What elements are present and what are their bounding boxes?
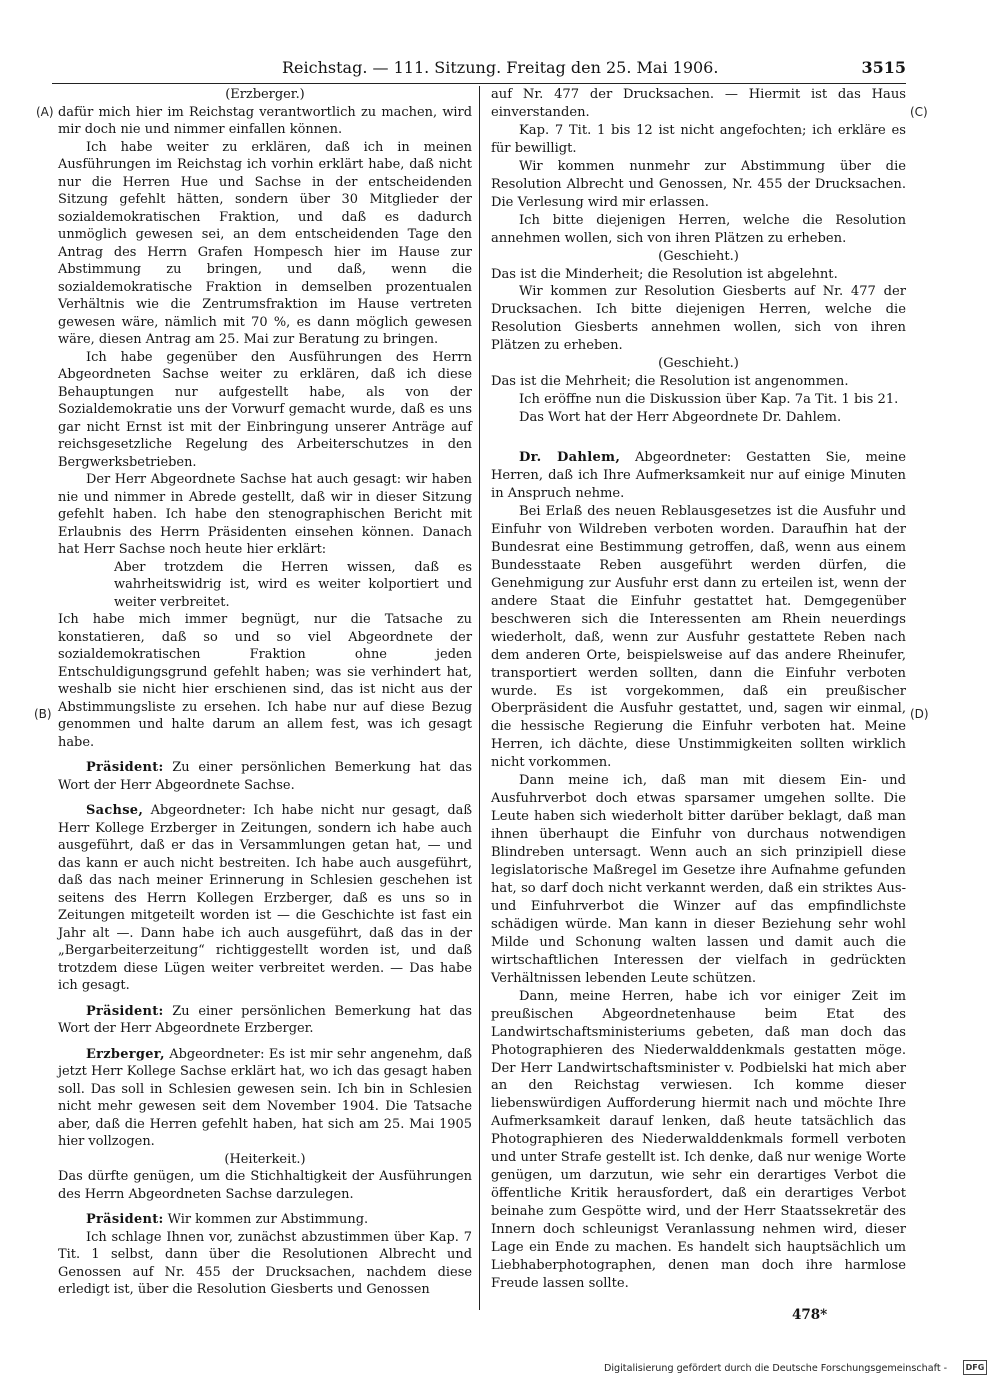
speaker-text: Zu einer persönlichen Bemerkung hat das Wort der Herr Abgeordnete Sachse. (58, 760, 472, 793)
paragraph: Ich habe mich immer begnügt, nur die Tatsache zu konstatieren, daß so und so viel Abgeordnete der sozialdemokratischen Fraktion ohne jeden Entschuldigungsgrund gefehlt haben; was sie verhindert hat, weshalb sie nicht hier erschienen sind, das ist nicht aus der Abstimmungsliste zu ersehen. Ich habe nur auf diese Bezug genommen und halte darum an allem fest, was ich gesagt habe. (58, 612, 472, 750)
running-header (52, 56, 906, 80)
paragraph: auf Nr. 477 der Drucksachen. — Hiermit ist das Haus einverstanden. (491, 87, 906, 120)
paragraph: Ich habe gegenüber den Ausführungen des Herrn Abgeordneten Sachse weiter zu erklären, daß ich diese Behauptungen nur aufgestellt habe, als von der Sozialdemokratie uns der Vorwurf gemacht wurde, daß es uns gar nicht Ernst ist mit der Einbringung unserer Anträge auf reichsgesetzliche Regelung des Arbeiterschutzes in den Bergwerksbetrieben. (58, 349, 472, 470)
speaker-paragraph (58, 1211, 472, 1229)
speaker-name: Präsident: (86, 760, 164, 775)
block-quote: Aber trotzdem die Herren wissen, daß es wahrheitswidrig ist, wird es weiter kolportiert und weiter verbreitet. (114, 559, 472, 610)
speaker-paragraph (58, 802, 472, 995)
paragraph: Ich habe weiter zu erklären, daß ich in meinen Ausführungen im Reichstag ich vorhin erklärt habe, daß nicht nur die Herren Hue und Sachse in der entscheidenden Sitzung gefehlt hätten, sondern über 30 Mitglieder der sozialdemokratischen Fraktion, und daß es dadurch unmöglich gewesen sei, an dem entscheidenden Tage den Antrag des Herrn Grafen Hompesch hier im Hause zur Abstimmung zu bringen, und daß, wenn die sozialdemokratische Fraktion in demselben prozentualen Verhältnis wie die Zentrumsfraktion im Hause vertreten gewesen wäre, nämlich mit 70 %, es dann möglich gewesen wäre, diesen Antrag am 25. Mai zur Beratung zu bringen. (58, 139, 472, 347)
speaker-name: Dr. Dahlem, (519, 450, 621, 466)
paragraph: Dann, meine Herren, habe ich vor einiger Zeit im preußischen Abgeordnetenhause beim Etat des Landwirtschaftsministeriums gebeten, daß man doch das Photographieren des Niederwalddenkmals gestatten möge. Der Herr Landwirtschaftsminister v. Podbielski hat mich aber an den Reichstag verwiesen. Ich komme dieser liebenswürdigen Aufforderung hiermit nach und möchte Ihre Aufmerksamkeit darauf lenken, daß heute tatsächlich das Photographieren des Niederwalddenkmals formell verboten und unter Strafe gestellt ist. Ich denke, daß nur wenige Worte genügen, um darzutun, wie sehr ein derartiges Verbot die öffentliche Kritik herausfordert, daß ein derartiges Verbot beinahe zum Gespötte wird, und der Herr Staatssekretär des Innern doch schleunigst Veranlassung nehmen wird, dieser Lage ein Ende zu machen. Es handelt sich hauptsächlich um Liebhaberphotographen, denen man doch ihre harmlose Freude lassen sollte. (491, 988, 906, 1291)
stage-direction: (Geschieht.) (658, 248, 739, 264)
margin-marker-c: (C) (910, 105, 928, 119)
paragraph: Ich schlage Ihnen vor, zunächst abzustimmen über Kap. 7 Tit. 1 selbst, dann über die Resolutionen Albrecht und Genossen auf Nr. 455 der Drucksachen, nachdem diese erledigt ist, über die Resolution Giesberts und Genossen (58, 1229, 472, 1297)
paragraph: Ich bitte diejenigen Herren, welche die Resolution annehmen wollen, sich von ihren Plätzen zu erheben. (491, 212, 906, 246)
paragraph: Das ist die Mehrheit; die Resolution ist angenommen. (491, 374, 849, 390)
speaker-name: Sachse, (86, 803, 144, 818)
speaker-paragraph (58, 1046, 472, 1151)
speaker-paragraph (58, 759, 472, 794)
right-column (491, 86, 906, 1293)
margin-marker-a: (A) (36, 105, 54, 119)
paragraph: Wir kommen nunmehr zur Abstimmung über die Resolution Albrecht und Genossen, Nr. 455 der Drucksachen. Die Verlesung wird mir erlassen. (491, 158, 906, 210)
header-title: Reichstag. — 111. Sitzung. Freitag den 25. Mai 1906. (282, 58, 719, 77)
margin-marker-d: (D) (910, 707, 929, 721)
stage-direction: (Heiterkeit.) (224, 1151, 306, 1167)
digitization-credit: Digitalisierung gefördert durch die Deutsche Forschungsgemeinschaft - (604, 1363, 948, 1374)
paragraph: Kap. 7 Tit. 1 bis 12 ist nicht angefochten; ich erkläre es für bewilligt. (491, 122, 906, 156)
speaker-text: Abgeordneter: Gestatten Sie, meine Herren, daß ich Ihre Aufmerksamkeit nur auf einige Minuten in Anspruch nehme. (491, 450, 907, 502)
left-column (58, 86, 472, 1299)
paragraph: Wir kommen zur Resolution Giesberts auf Nr. 477 der Drucksachen. Ich bitte diejenigen Herren, welche die Resolution Giesberts annehmen wollen, sich von ihren Plätzen zu erheben. (491, 284, 906, 354)
dfg-logo: DFG (963, 1360, 987, 1375)
paragraph: Der Herr Abgeordnete Sachse hat auch gesagt: wir haben nie und nimmer in Abrede gestellt, daß wir in dieser Sitzung gefehlt haben. Ich habe den stenographischen Bericht mit Erlaubnis des Herrn Präsidenten einsehen können. Danach hat Herr Sachse noch heute hier erklärt: (58, 472, 472, 557)
signature-mark: 478* (792, 1307, 828, 1323)
speaker-text: Wir kommen zur Abstimmung. (163, 1212, 369, 1227)
paragraph: Das dürfte genügen, um die Stichhaltigkeit der Ausführungen des Herrn Abgeordneten Sachse darzulegen. (58, 1169, 472, 1202)
speaker-text: Abgeordneter: Es ist mir sehr angenehm, daß jetzt Herr Kollege Sachse erklärt hat, wo ich das gesagt haben soll. Das soll in Schlesien gewesen sein. Ich bin in Schlesien nicht mehr gewesen seit dem November 1904. Die Tatsache aber, daß die Herren gefehlt haben, hat sich am 25. Mai 1905 hier vollzogen. (58, 1046, 472, 1149)
header-rule (52, 83, 906, 84)
speaker-name: Präsident: (86, 1212, 164, 1227)
stage-direction: (Erzberger.) (225, 87, 305, 102)
paragraph: Bei Erlaß des neuen Reblausgesetzes ist die Ausfuhr und Einfuhr von Wildreben verboten worden. Daraufhin hat der Bundesrat eine Bestimmung getroffen, daß, wenn aus einem Bundesstaate Reben ausgeführt werden dürfen, die Genehmigung zur Ausfuhr erst dann zu erteilen ist, wenn der andere Staat die Einfuhr gestattet hat. Demgegenüber beschweren sich die Interessenten am Rhein neuerdings wiederholt, daß, wenn zur Ausfuhr gestattete Reben nach dem anderen Orte, beispielsweise auf das andere Rheinufer, transportiert werden sollten, dann die Einfuhr verboten wurde. Es ist vorgekommen, daß ein preußischer Oberpräsident die Ausfuhr gestattet, und, sagen wir einmal, die hessische Regierung die Einfuhr verboten hat. Meine Herren, ich dächte, diese Unstimmigkeiten sollten wirklich nicht vorkommen. (491, 503, 906, 771)
stage-direction: (Geschieht.) (658, 356, 739, 372)
speaker-name: Erzberger, (86, 1046, 165, 1062)
margin-marker-b: (B) (34, 707, 52, 721)
speaker-paragraph (491, 449, 906, 503)
speaker-paragraph (58, 1003, 472, 1038)
paragraph-gap (491, 427, 906, 441)
speaker-text: Zu einer persönlichen Bemerkung hat das Wort der Herr Abgeordnete Erzberger. (58, 1003, 472, 1036)
paragraph: Das ist die Minderheit; die Resolution ist abgelehnt. (491, 266, 838, 282)
speaker-name: Präsident: (86, 1003, 164, 1019)
speaker-text: Abgeordneter: Ich habe nicht nur gesagt, daß Herr Kollege Erzberger in Zeitungen, sondern ich habe auch ausgeführt, daß er das in Versammlungen getan hat, — und das kann er auch nicht bestreiten. Ich habe auch ausgeführt, daß das nach meiner Erinnerung in Schlesien geschehen ist seitens des Herrn Kollegen Erzberger, daß es uns so in Zeitungen mitgeteilt worden ist — die Geschichte ist fast ein Jahr alt —. Dann habe ich auch ausgeführt, daß das in der „Bergarbeiterzeitung“ richtiggestellt worden ist, und daß trotzdem diese Lügen weiter verbreitet werden. — Das habe ich gesagt. (58, 803, 472, 993)
paragraph: Ich eröffne nun die Diskussion über Kap. 7a Tit. 1 bis 21. (519, 392, 899, 408)
column-divider (479, 86, 480, 1310)
paragraph: dafür mich hier im Reichstag verantwortlich zu machen, wird mir doch nie und nimmer einfallen können. (58, 104, 472, 137)
paragraph: Das Wort hat der Herr Abgeordnete Dr. Dahlem. (519, 410, 842, 426)
page-number: 3515 (861, 58, 906, 77)
paragraph: Dann meine ich, daß man mit diesem Ein- und Ausfuhrverbot doch etwas sparsamer umgehen sollte. Die Leute haben sich wiederholt bitter darüber beklagt, daß man ihnen überhaupt die Einfuhr von durchaus notwendigen Blindreben untersagt. Wenn auch an sich prinzipiell diese legislatorische Maßregel im Gesetze ihre Aufnahme gefunden hat, so darf doch nicht verkannt werden, daß ein striktes Aus- und Einfuhrverbot die Winzer auf das empfindlichste schädigen würde. Man kann in dieser Beziehung sehr wohl Milde und Schonung walten lassen und damit auch die wirtschaftlichen Interessen der vielfach in gedrückten Verhältnissen lebenden Leute schützen. (491, 773, 906, 986)
